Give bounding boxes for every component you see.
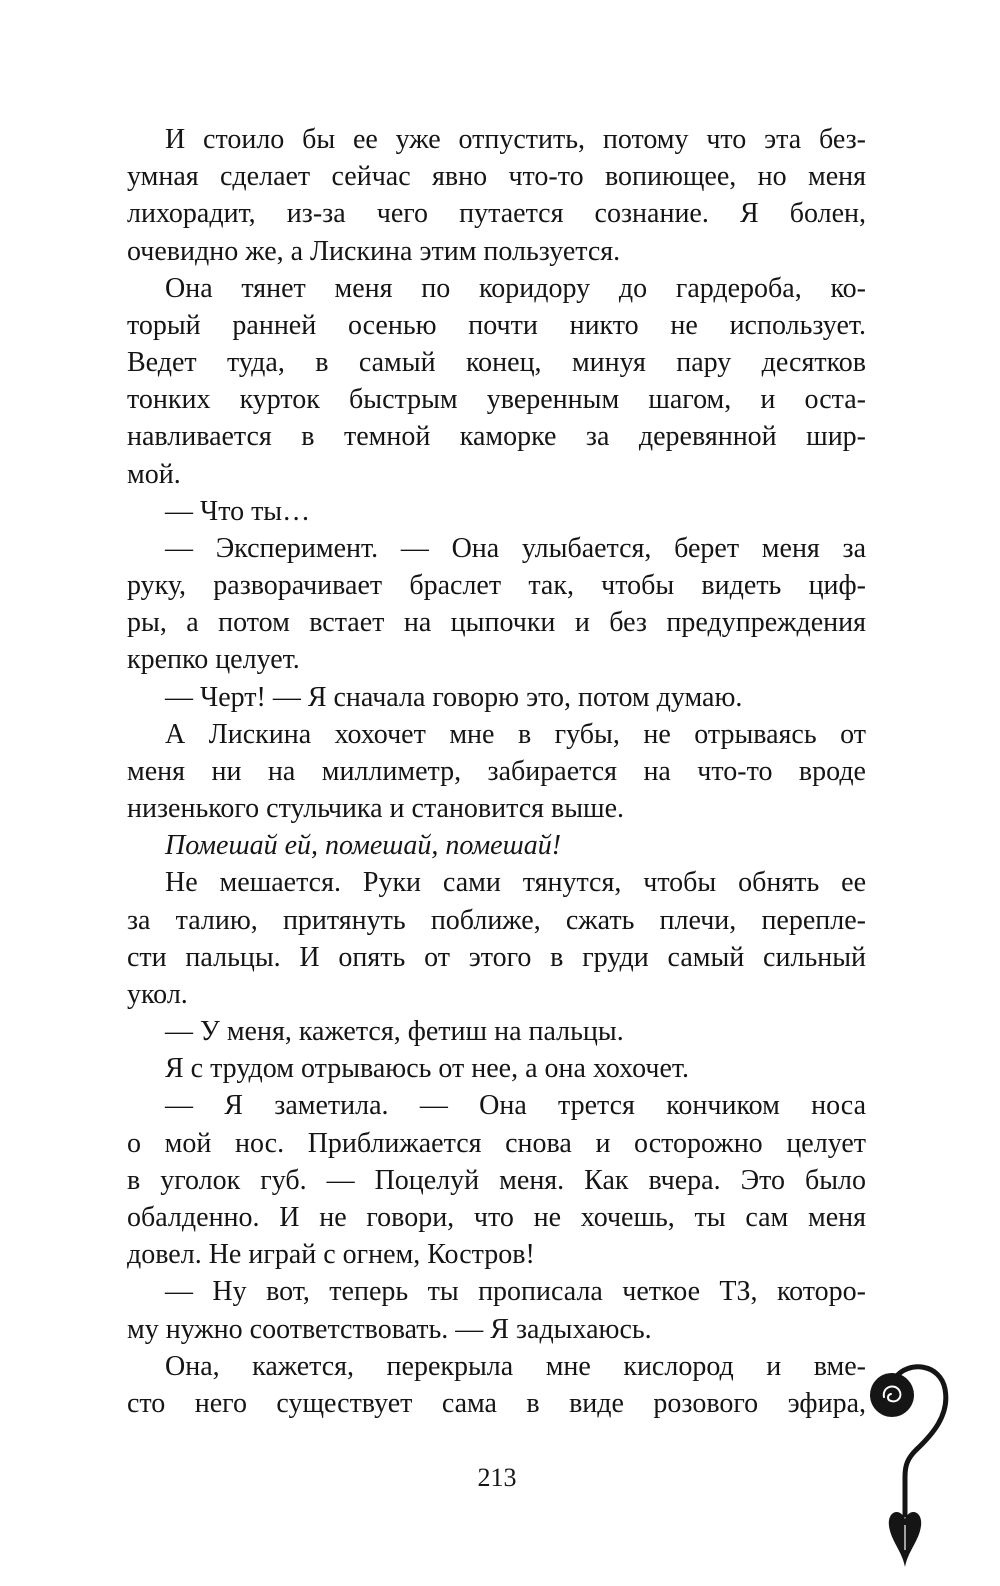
paragraph	[127, 530, 866, 679]
paragraph	[127, 270, 866, 493]
text-line: — Эксперимент. — Она улыбается, берет меня за	[165, 532, 866, 564]
page-number: 213	[477, 1463, 517, 1492]
text-line: за талию, притянуть поближе, сжать плечи, перепле-	[127, 904, 866, 936]
paragraph	[127, 679, 866, 716]
text-line: — Что ты…	[165, 495, 311, 527]
text-line: сти пальцы. И опять от этого в груди самый сильный	[127, 941, 866, 973]
paragraph	[127, 1348, 866, 1422]
text-line: крепко целует.	[127, 644, 300, 676]
text-line: меня ни на миллиметр, забирается на что-то вроде	[127, 755, 866, 787]
text-line: укол.	[127, 978, 188, 1010]
text-line: низенького стульчика и становится выше.	[127, 793, 625, 825]
text-line: обалденно. И не говори, что не хочешь, ты сам меня	[127, 1201, 866, 1233]
text-line: Ведет туда, в самый конец, минуя пару десятков	[127, 347, 866, 379]
tail-ornament-icon	[860, 1345, 955, 1570]
text-line: — У меня, кажется, фетиш на пальцы.	[165, 1016, 624, 1048]
page-body-text	[127, 121, 866, 1422]
text-line: — Черт! — Я сначала говорю это, потом думаю.	[165, 681, 743, 713]
text-line: му нужно соответствовать. — Я задыхаюсь.	[127, 1313, 652, 1345]
text-line: торый ранней осенью почти никто не использует.	[127, 309, 866, 341]
text-line: лихорадит, из-за чего путается сознание. Я болен,	[127, 198, 866, 230]
paragraph	[127, 864, 866, 1013]
text-line: — Ну вот, теперь ты прописала четкое ТЗ, которо-	[165, 1276, 866, 1308]
paragraph	[127, 1050, 866, 1087]
text-line: ры, а потом встает на цыпочки и без предупреждения	[127, 607, 866, 639]
italic-thought	[127, 827, 866, 864]
paragraph	[127, 1273, 866, 1347]
text-line: Она, кажется, перекрыла мне кислород и вме-	[165, 1350, 866, 1382]
paragraph	[127, 493, 866, 530]
text-line: Не мешается. Руки сами тянутся, чтобы обнять ее	[165, 867, 866, 899]
text-line: Я с трудом отрываюсь от нее, а она хохочет.	[165, 1053, 690, 1085]
text-line: очевидно же, а Лискина этим пользуется.	[127, 235, 621, 267]
text-line: тонких курток быстрым уверенным шагом, и оста-	[127, 384, 866, 416]
text-line: А Лискина хохочет мне в губы, не отрываясь от	[165, 718, 866, 750]
text-line: умная сделает сейчас явно что-то вопиющее, но меня	[127, 161, 866, 193]
text-line: руку, разворачивает браслет так, чтобы видеть циф-	[127, 570, 866, 602]
text-line: Помешай ей, помешай, помешай!	[165, 830, 562, 862]
paragraph	[127, 1013, 866, 1050]
text-line: в уголок губ. — Поцелуй меня. Как вчера. Это было	[127, 1164, 866, 1196]
paragraph	[127, 1087, 866, 1273]
text-line: довел. Не играй с огнем, Костров!	[127, 1239, 535, 1271]
text-line: сто него существует сама в виде розового эфира,	[127, 1387, 866, 1419]
text-line: мой.	[127, 458, 181, 490]
text-line: И стоило бы ее уже отпустить, потому что эта без-	[165, 124, 866, 155]
text-line: Она тянет меня по коридору до гардероба, ко-	[165, 272, 866, 304]
paragraph	[127, 121, 866, 270]
text-line: навливается в темной каморке за деревянной шир-	[127, 421, 866, 453]
paragraph	[127, 716, 866, 828]
text-line: — Я заметила. — Она трется кончиком носа	[165, 1090, 866, 1122]
text-line: о мой нос. Приближается снова и осторожно целует	[127, 1127, 866, 1159]
